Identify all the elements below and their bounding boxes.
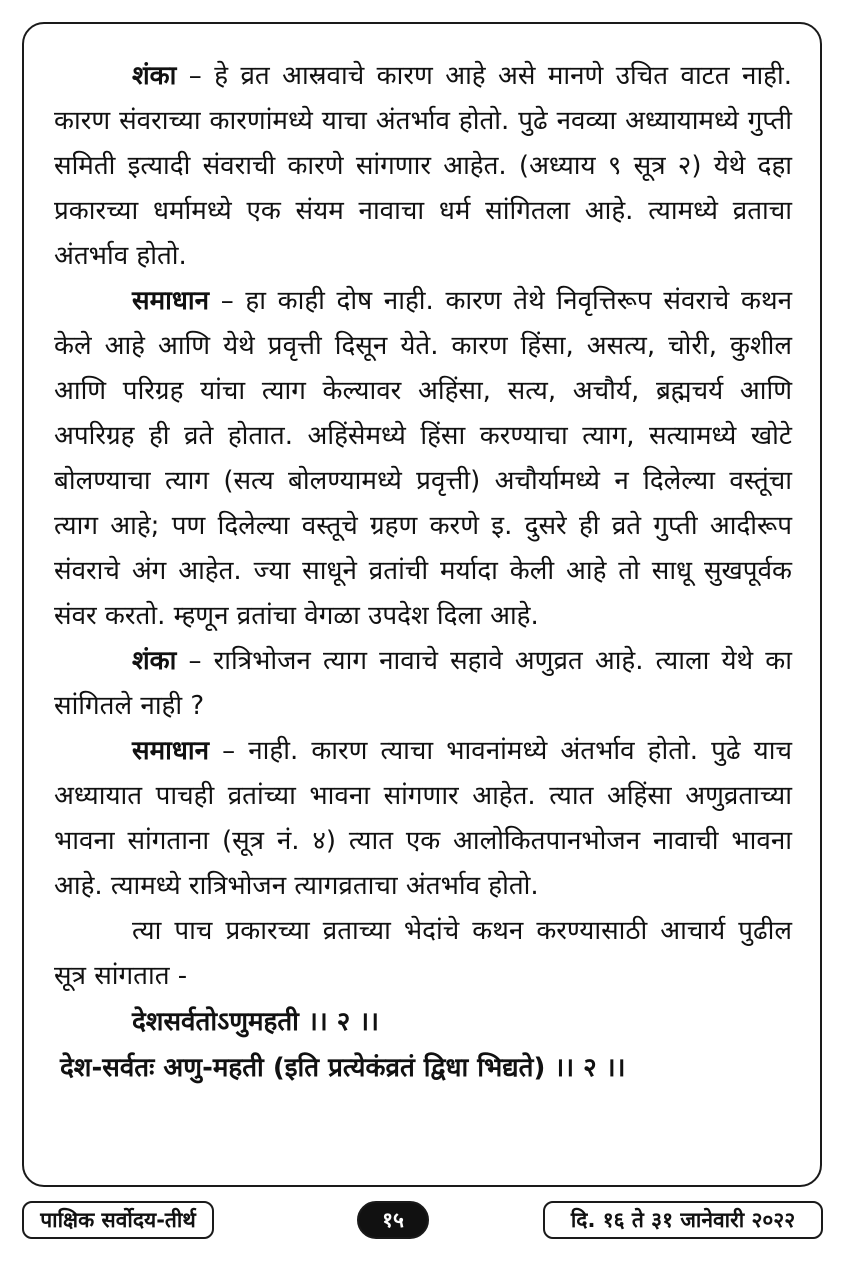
question-text: – हे व्रत आस्रवाचे कारण आहे असे मानणे उचित वाटत नाही. कारण संवराच्या कारणांमध्ये याचा अंतर्भाव होतो. पुढे नवव्या अध्यायामध्ये गुप्ती समिती इत्यादी संवराची कारणे सांगणार आहेत. (अध्याय ९ सूत्र २) येथे दहा प्रकारच्या धर्मामध्ये एक संयम नावाचा धर्म सांगितला आहे. त्यामध्ये व्रताचा अंतर्भाव होतो. <box>54 61 792 271</box>
question-text: – रात्रिभोजन त्याग नावाचे सहावे अणुव्रत आहे. त्याला येथे का सांगितले नाही ? <box>54 646 792 721</box>
sutra-line: देशसर्वतोऽणुमहती ।। २ ।। <box>132 1007 380 1037</box>
page-number: १५ <box>357 1201 429 1239</box>
paragraph-answer-1 <box>54 279 792 639</box>
intro-text: त्या पाच प्रकारच्या व्रताच्या भेदांचे कथन करण्यासाठी आचार्य पुढील सूत्र सांगतात - <box>54 916 792 991</box>
paragraph-question-2 <box>54 639 792 729</box>
answer-text: – हा काही दोष नाही. कारण तेथे निवृत्तिरूप संवराचे कथन केले आहे आणि येथे प्रवृत्ती दिसून येते. कारण हिंसा, असत्य, चोरी, कुशील आणि परिग्रह यांचा त्याग केल्यावर अहिंसा, सत्य, अचौर्य, ब्रह्मचर्य आणि अपरिग्रह ही व्रते होतात. अहिंसेमध्ये हिंसा करण्याचा त्याग, सत्यामध्ये खोटे बोलण्याचा त्याग (सत्य बोलण्यामध्ये प्रवृत्ती) अचौर्यामध्ये न दिलेल्या वस्तूंचा त्याग आहे; पण दिलेल्या वस्तूचे ग्रहण करणे इ. दुसरे ही व्रते गुप्ती आदीरूप संवराचे अंग आहेत. ज्या साधूने व्रतांची मर्यादा केली आहे तो साधू सुखपूर्वक संवर करतो. म्हणून व्रतांचा वेगळा उपदेश दिला आहे. <box>54 286 792 631</box>
question-label: शंका <box>132 646 177 676</box>
answer-text: – नाही. कारण त्याचा भावनांमध्ये अंतर्भाव होतो. पुढे याच अध्यायात पाचही व्रतांच्या भावना सांगणार आहेत. त्यात अहिंसा अणुव्रताच्या भावना सांगताना (सूत्र नं. ४) त्यात एक आलोकितपानभोजन नावाची भावना आहे. त्यामध्ये रात्रिभोजन त्यागव्रताचा अंतर्भाव होतो. <box>54 736 792 901</box>
answer-label: समाधान <box>132 736 210 766</box>
issue-date: दि. १६ ते ३१ जानेवारी २०२२ <box>543 1201 823 1239</box>
paragraph-answer-2 <box>54 729 792 909</box>
paragraph-intro-sutra <box>54 909 792 999</box>
question-label: शंका <box>132 61 177 91</box>
page-content-frame <box>22 22 822 1187</box>
answer-label: समाधान <box>132 286 210 316</box>
sutra-commentary-line: देश-सर्वतः अणु-महती (इति प्रत्येकंव्रतं द्विधा भिद्यते) ।। २ ।। <box>60 1053 626 1083</box>
paragraph-question-1 <box>54 54 792 279</box>
publication-name: पाक्षिक सर्वोदय-तीर्थ <box>22 1201 214 1239</box>
